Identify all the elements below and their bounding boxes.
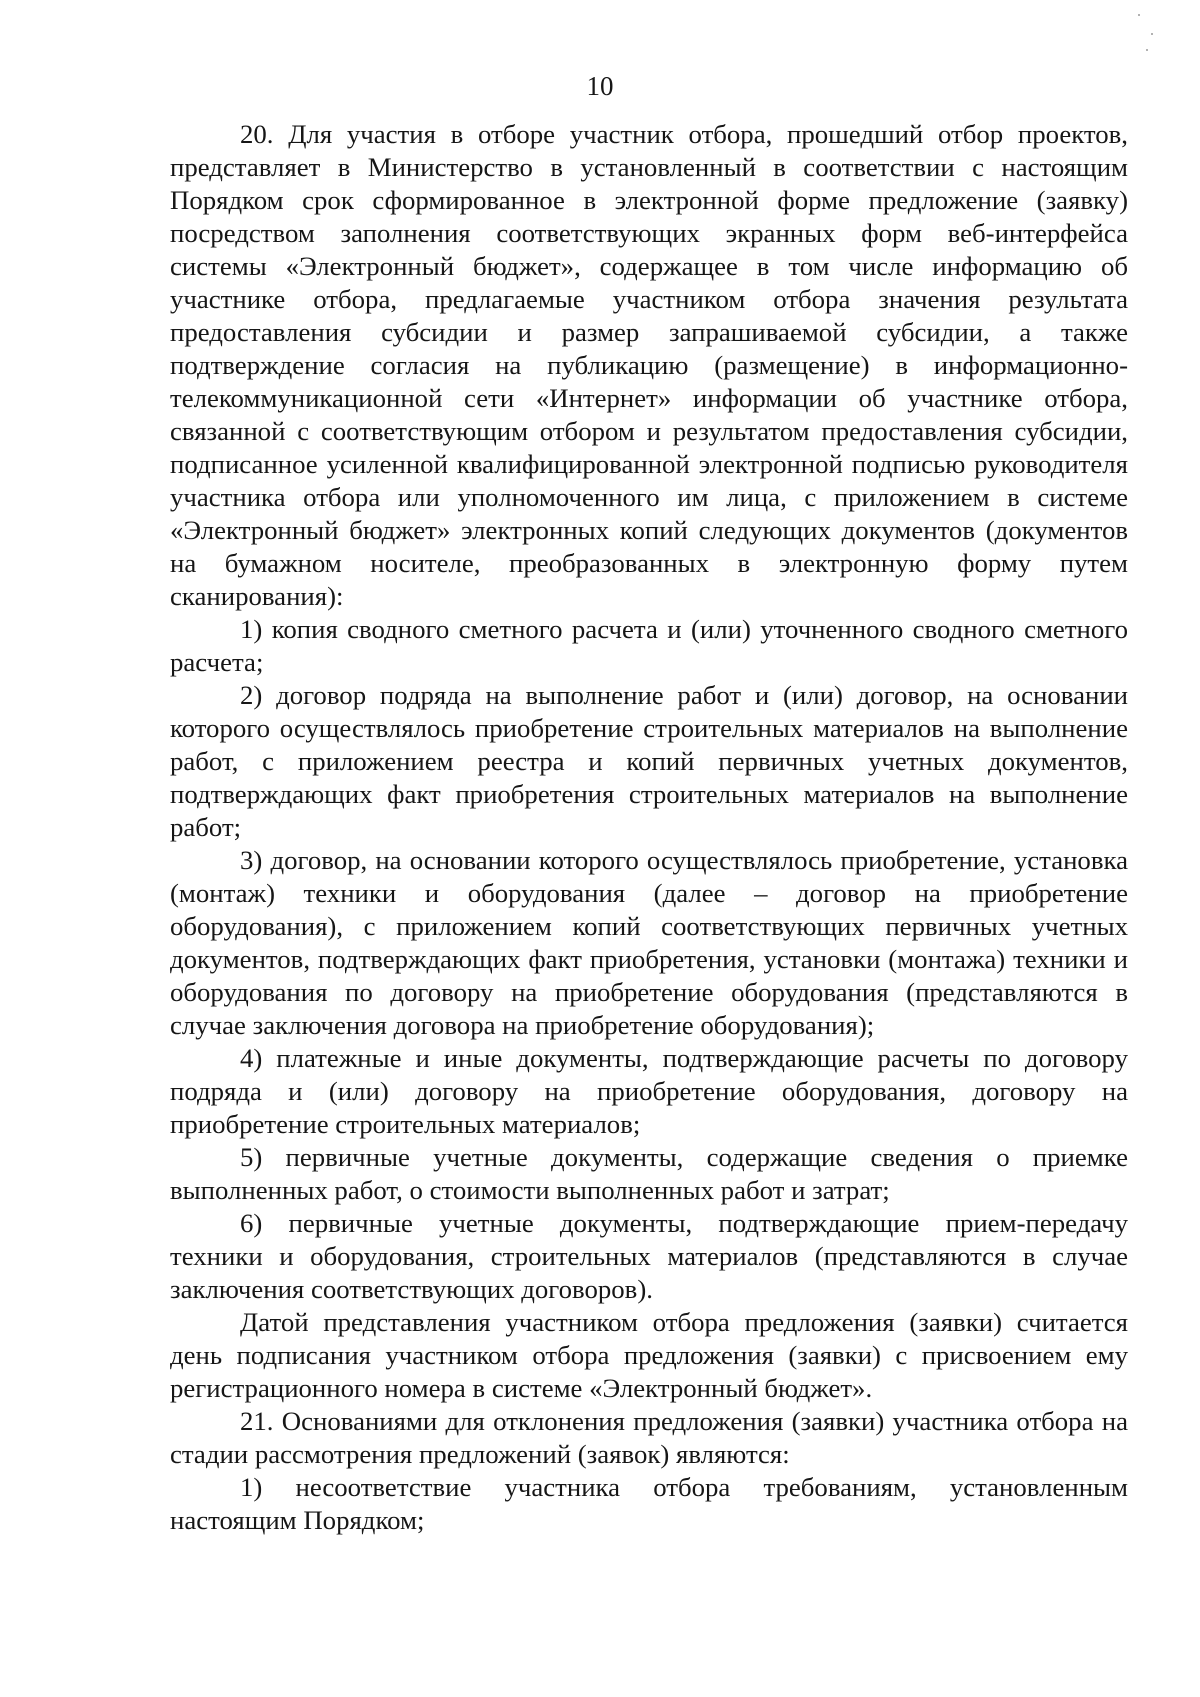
scan-speck: [1146, 49, 1148, 51]
rejection-ground-1: 1) несоответствие участника отбора требованиям, установленным настоящим Порядком;: [170, 1472, 1128, 1535]
list-item-3: 3) договор, на основании которого осуществлялось приобретение, установка (монтаж) техники и оборудования (далее – договор на приобретение оборудования), с приложением копий соответствующих первичных учетных документов, подтверждающих факт приобретения, установки (монтажа) техники и оборудования по договору на приобретение оборудования (представляются в случае заключения договора на приобретение оборудования);: [170, 845, 1128, 1040]
submission-date-paragraph: Датой представления участником отбора предложения (заявки) считается день подписания участником отбора предложения (заявки) с присвоением ему регистрационного номера в системе «Электронный бюджет».: [170, 1307, 1128, 1403]
paragraph-21: 21. Основаниями для отклонения предложения (заявки) участника отбора на стадии рассмотрения предложений (заявок) являются:: [170, 1406, 1128, 1469]
scan-speck: [1138, 14, 1140, 16]
page-number: 10: [586, 71, 614, 101]
list-item-1: 1) копия сводного сметного расчета и (или) уточненного сводного сметного расчета;: [170, 614, 1128, 677]
list-item-2: 2) договор подряда на выполнение работ и (или) договор, на основании которого осуществлялось приобретение строительных материалов на выполнение работ, с приложением реестра и копий первичных учетных документов, подтверждающих факт приобретения строительных материалов на выполнение работ;: [170, 680, 1128, 842]
scan-speck: [1151, 33, 1153, 35]
document-body: [170, 118, 1128, 1537]
list-item-6: 6) первичные учетные документы, подтверждающие прием-передачу техники и оборудования, строительных материалов (представляются в случае заключения соответствующих договоров).: [170, 1208, 1128, 1304]
list-item-4: 4) платежные и иные документы, подтверждающие расчеты по договору подряда и (или) договору на приобретение оборудования, договору на приобретение строительных материалов;: [170, 1043, 1128, 1139]
list-item-5: 5) первичные учетные документы, содержащие сведения о приемке выполненных работ, о стоимости выполненных работ и затрат;: [170, 1142, 1128, 1205]
paragraph-20: 20. Для участия в отборе участник отбора, прошедший отбор проектов, представляет в Министерство в установленный в соответствии с настоящим Порядком срок сформированное в электронной форме предложение (заявку) посредством заполнения соответствующих экранных форм веб-интерфейса системы «Электронный бюджет», содержащее в том числе информацию об участнике отбора, предлагаемые участником отбора значения результата предоставления субсидии и размер запрашиваемой субсидии, а также подтверждение согласия на публикацию (размещение) в информационно-телекоммуникационной сети «Интернет» информации об участнике отбора, связанной с соответствующим отбором и результатом предоставления субсидии, подписанное усиленной квалифицированной электронной подписью руководителя участника отбора или уполномоченного им лица, с приложением в системе «Электронный бюджет» электронных копий следующих документов (документов на бумажном носителе, преобразованных в электронную форму путем сканирования):: [170, 119, 1128, 611]
